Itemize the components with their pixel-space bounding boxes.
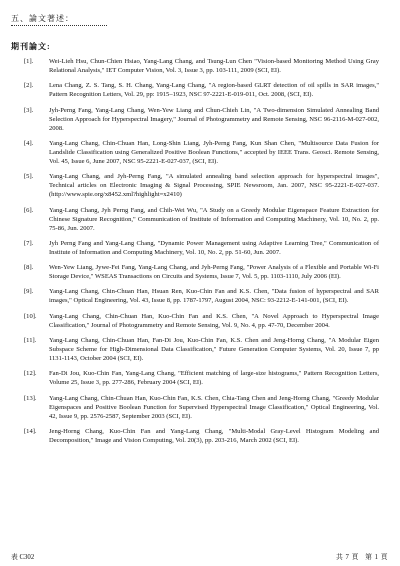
reference-text: Yang-Lang Chang, Chin-Chuan Han, Kuo-Chin Fan, K.S. Chen, Chia-Tang Chen and Jeng-Horng Chang, "Greedy Modular Eigenspaces and Positive Boolean Function for Supervised Hyperspectral Image Classification," Optical Engineering, Vol. 42, Issue 9, pp. 2576-2587, September 2003 (SCI, EI). (49, 394, 379, 420)
reference-number: [4]. (24, 139, 34, 147)
reference-item (24, 57, 379, 75)
reference-number: [1]. (24, 58, 34, 65)
section-title: 五、論文著述： (11, 14, 74, 23)
reference-item (24, 369, 379, 387)
reference-number: [9]. (24, 288, 34, 296)
reference-text: Jyh Perng Fang and Yang-Lang Chang, "Dynamic Power Management using Adaptive Learning Tree," Communication of Institute of Information and Computing Machinery, Vol. 10, No. 2, pp. 51-60, Jun. 2007. (49, 239, 379, 256)
reference-text: Yang-Lang Chang, and Jyh-Perng Fang, "A simulated annealing band selection approach for hyperspectral images", Technical articles on Electronic Imaging & Signal Processing, SPIE Newsroom, Jan. 2007, NSC 95-2221-E-027-037. (http://www.spie.org/x8452.xml?highlight=x2410) (49, 173, 379, 199)
reference-item (24, 287, 379, 305)
reference-item (24, 81, 379, 99)
reference-text: Fan-Di Jou, Kuo-Chin Fan, Yang-Lang Chang, "Efficient matching of large-size histograms," Pattern Recognition Letters, Volume 25, Issue 3, pp. 277-286, February 2004 (SCI, EI). (49, 370, 379, 387)
reference-text: Yang-Lang Chang, Chin-Chuan Han, Fan-Di Jou, Kuo-Chin Fan, K.S. Chen and Jeng-Horng Chang, "A Modular Eigen Subspace Scheme for High-Dimensional Data Classification," Future Generation Computer Systems, Vol. 20, Issue 7, pp 1131-1143, October 2004 (SCI, EI). (49, 337, 379, 363)
reference-number: [14]. (24, 427, 37, 435)
reference-item (24, 394, 379, 421)
reference-item (24, 106, 379, 133)
reference-number: [11]. (24, 337, 37, 344)
reference-number: [13]. (24, 394, 37, 402)
footer-pagination (332, 551, 388, 561)
reference-item (24, 312, 379, 330)
reference-number: [3]. (24, 106, 34, 114)
reference-item (24, 206, 379, 233)
reference-item (24, 427, 379, 445)
reference-number: [8]. (24, 264, 34, 272)
footer-form-code: 表 C302 (11, 554, 35, 561)
reference-number: [12]. (24, 370, 37, 378)
reference-text: Wen-Yew Liang, Jywe-Fei Fang, Yang-Lang Chang, and Jyh-Perng Fang, "Power Analysis of a Flexible and Portable Wi-Fi Storage Device," WSEAS Transactions on Circuits and Systems, Issue 7, Vol. 5, pp. 1103-1110, July 2006 (EI). (49, 264, 379, 281)
reference-number: [6]. (24, 206, 34, 214)
reference-text: Wei-Lieh Hsu, Chun-Chien Hsiao, Yang-Lang Chang, and Tsung-Lun Chen "Vision-based Monitoring Method Using Gray Relational Analysis," IET Computer Vision, Vol. 3, Issue 3, pp. 103-111, 2009 (SCI, EI). (49, 58, 379, 75)
footer-total-pages: 共 7 頁 (336, 554, 359, 561)
reference-item (24, 139, 379, 166)
footer-page-number: 第 1 頁 (365, 554, 388, 561)
reference-text: Jyh-Perng Fang, Yang-Lang Chang, Wen-Yew Liang and Chun-Chieh Lin, "A Two-dimension Simulated Annealing Band Selection Approach for Hyperspectral Imagery," Journal of Photogrammetry and Remote Sensing, NSC 96-2116-M-027-002, 2008. (49, 106, 379, 132)
reference-number: [5]. (24, 173, 34, 181)
reference-item (24, 263, 379, 281)
reference-text: Yang-Lang Chang, Jyh Perng Fang, and Chih-Wei Wu, "A Study on a Greedy Modular Eigenspace Feature Extraction for Chinese Signature Recognition," Communication of Institute of Information and Computing Machinery, Vol. 10, No. 2, pp. 75-86, Jun. 2007. (49, 206, 379, 232)
reference-item (24, 172, 379, 199)
reference-number: [7]. (24, 239, 34, 247)
reference-item (24, 336, 379, 363)
reference-number: [2]. (24, 82, 34, 90)
reference-item (24, 239, 379, 257)
subsection-title: 期刊論文: (11, 42, 51, 51)
reference-number: [10]. (24, 312, 37, 320)
reference-text: Yang-Lang Chang, Chin-Chuan Han, Long-Shin Liang, Jyh-Perng Fang, Kun Shan Chen, "Multisource Data Fusion for Landslide Classification using Generalized Positive Boolean Functions," accepted by IEEE Trans. Geosci. Remote Sensing, Vol. 45, Issue 6, June 2007, NSC 95-2221-E-027-037, (SCI, EI). (49, 139, 379, 165)
reference-text: Jeng-Horng Chang, Kuo-Chin Fan and Yang-Lang Chang, "Multi-Modal Gray-Level Histogram Modeling and Decomposition," Image and Vision Computing, Vol. 20(3), pp. 203-216, March 2002 (SCI, EI). (49, 427, 379, 444)
reference-text: Yang-Lang Chang, Chin-Chuan Han, Kuo-Chin Fan and K.S. Chen, "A Novel Approach to Hyperspectral Image Classification," Journal of Photogrammetry and Remote Sensing, Vol. 9, No. 4, pp. 47-70, December 2004. (49, 312, 379, 329)
reference-text: Yang-Lang Chang, Chin-Chuan Han, Hsuan Ren, Kuo-Chin Fan and K.S. Chen, "Data fusion of hyperspectral and SAR images," Optical Engineering, Vol. 43, Issue 8, pp. 1787-1797, August 2004, NSC: 93-2212-E-141-001, (SCI, EI). (49, 288, 379, 305)
reference-list (24, 57, 379, 451)
section-title-underline (11, 25, 107, 26)
reference-text: Lena Chang, Z. S. Tang, S. H. Chang, Yang-Lang Chang, "A region-based GLRT detection of oil spills in SAR images," Pattern Recognition Letters, Vol. 29, pp: 1915–1923, NSC 97-2221-E-019-011, Oct. 2008, (SCI, EI). (49, 82, 379, 99)
